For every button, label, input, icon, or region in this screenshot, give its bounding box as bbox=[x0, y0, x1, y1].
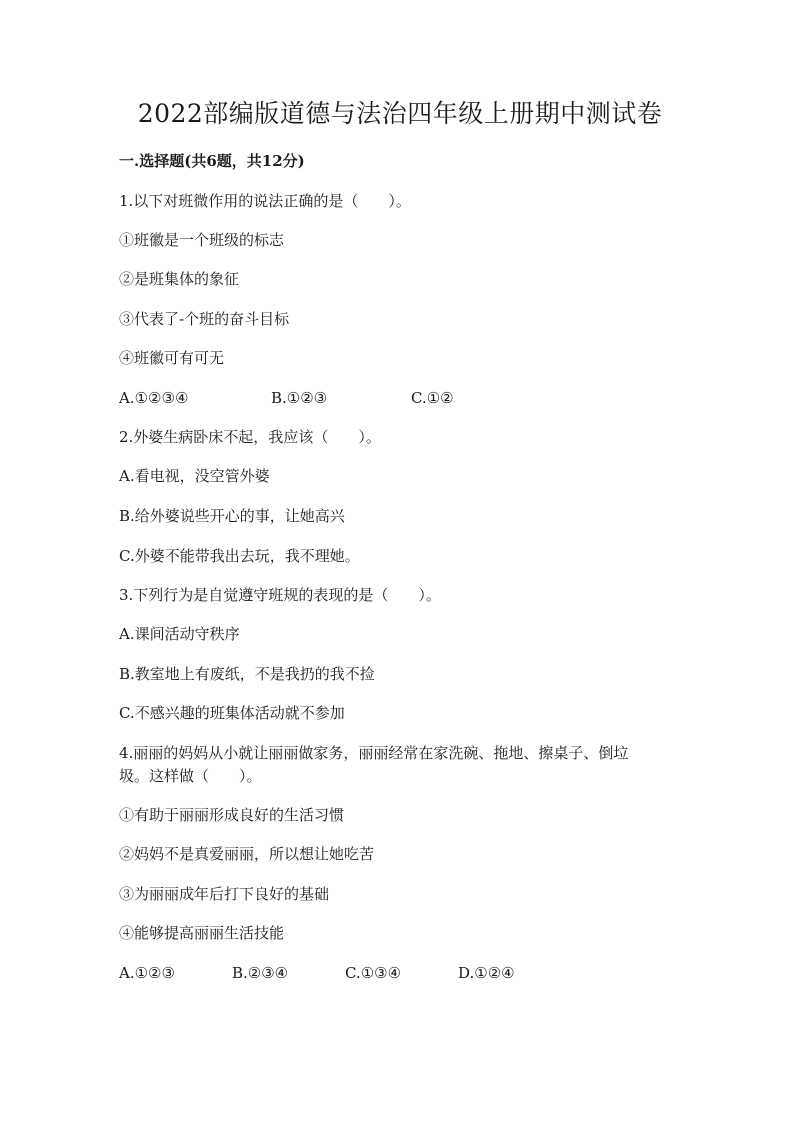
question-1-statement-4: ④班徽可有可无 bbox=[119, 349, 225, 367]
question-1-statement-3: ③代表了-个班的奋斗目标 bbox=[119, 310, 290, 328]
question-3-stem: 3.下列行为是自觉遵守班规的表现的是（ ）。 bbox=[119, 586, 441, 604]
question-2-option-b: B.给外婆说些开心的事，让她高兴 bbox=[119, 507, 345, 525]
question-3-option-a: A.课间活动守秩序 bbox=[119, 625, 240, 643]
question-4-option-c: C.①③④ bbox=[345, 964, 402, 982]
question-1-option-c: C.①② bbox=[411, 389, 454, 407]
question-4-statement-4: ④能够提高丽丽生活技能 bbox=[119, 924, 285, 942]
question-4-option-b: B.②③④ bbox=[232, 964, 289, 982]
question-2-stem: 2.外婆生病卧床不起，我应该（ ）。 bbox=[119, 428, 381, 446]
section-heading: 一.选择题(共6题，共12分) bbox=[119, 152, 305, 170]
question-1-option-b: B.①②③ bbox=[271, 389, 328, 407]
question-4-option-a: A.①②③ bbox=[119, 964, 175, 982]
question-1-stem: 1.以下对班微作用的说法正确的是（ ）。 bbox=[119, 192, 411, 210]
question-3-option-c: C.不感兴趣的班集体活动就不参加 bbox=[119, 704, 345, 722]
question-4-stem-line-2: 圾。这样做（ ）。 bbox=[119, 767, 262, 785]
question-4-stem-line-1: 4.丽丽的妈妈从小就让丽丽做家务，丽丽经常在家洗碗、拖地、擦桌子、倒垃 bbox=[119, 744, 629, 762]
question-1-statement-2: ②是班集体的象征 bbox=[119, 270, 240, 288]
question-1-option-a: A.①②③④ bbox=[119, 389, 189, 407]
question-4-option-d: D.①②④ bbox=[458, 964, 515, 982]
question-4-statement-3: ③为丽丽成年后打下良好的基础 bbox=[119, 885, 330, 903]
question-4-statement-1: ①有助于丽丽形成良好的生活习惯 bbox=[119, 806, 345, 824]
question-2-option-a: A.看电视，没空管外婆 bbox=[119, 467, 270, 485]
question-3-option-b: B.教室地上有废纸，不是我扔的我不捡 bbox=[119, 665, 375, 683]
question-4-statement-2: ②妈妈不是真爱丽丽，所以想让她吃苦 bbox=[119, 845, 375, 863]
page-title: 2022部编版道德与法治四年级上册期中测试卷 bbox=[137, 99, 663, 128]
question-2-option-c: C.外婆不能带我出去玩，我不理她。 bbox=[119, 547, 360, 565]
question-1-statement-1: ①班徽是一个班级的标志 bbox=[119, 231, 285, 249]
